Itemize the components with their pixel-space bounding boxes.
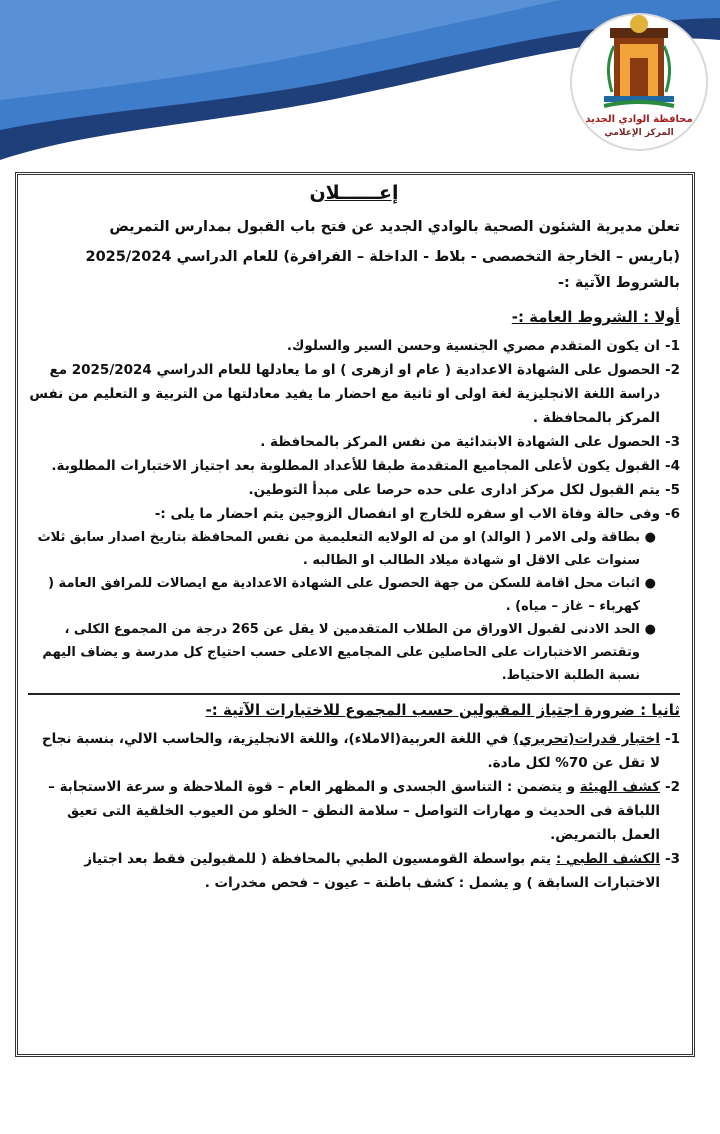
list-item: ● بطاقة ولى الامر ( الوالد) او من له الولايه التعليمية من نفس المحافظة بتاريخ اصدار سابق ثلاث سنوات على الاقل او شهادة ميلاد الطالب او الطالبه . — [28, 526, 680, 572]
logo-title: محافظة الوادي الجديد — [585, 114, 693, 125]
list-item: 4- القبول يكون لأعلى المجاميع المتقدمة طبقا للأعداد المطلوبة بعد اجتياز الاختبارات المطلوبة. — [51, 458, 680, 474]
logo-subtitle: المركز الإعلامي — [604, 128, 674, 138]
list-item: 3- الحصول على الشهادة الابتدائية من نفس المركز بالمحافظة . — [260, 434, 680, 450]
bullet-icon: ● — [644, 622, 656, 637]
governorate-gate-logo-icon — [574, 6, 704, 116]
bullet-icon: ● — [644, 530, 656, 545]
logo — [574, 6, 704, 146]
list-item: 1- ان يكون المتقدم مصري الجنسية وحسن السير والسلوك. — [286, 338, 680, 354]
announcement-body — [28, 178, 680, 895]
list-item: 5- يتم القبول لكل مركز ادارى على حده حرصا على مبدأ التوطين. — [248, 482, 680, 498]
list-item: 3- الكشف الطبي : يتم بواسطة القومسيون الطبي بالمحافظة ( للمقبولين فقط بعد اجتياز الاختبارات السابقة ) و يشمل : كشف باطنة – عيون – فحص مخدرات . — [84, 851, 680, 891]
section-general-title: أولا : الشروط العامة :- — [511, 308, 680, 326]
list-item: 2- الحصول على الشهادة الاعدادية ( عام او ازهرى ) او ما يعادلها للعام الدراسي 2025/2024 مع دراسة اللغة الانجليزية لغة اولى او ثانية مع احضار ما يفيد معادلتها من التربية و التعليم من نفس المركز بالمحافظة . — [29, 362, 680, 426]
bullet-icon: ● — [644, 576, 656, 591]
list-item: 2- كشف الهيئة و يتضمن : التناسق الجسدى و المظهر العام – قوة الملاحظة و سرعة الاستجابة – اللباقة فى الحديث و مهارات التواصل – سلامة النطق – الخلو من العيوب الخلقية التى تعيق العمل بالتمريض. — [48, 779, 680, 843]
required-documents-list — [28, 526, 680, 687]
announcement-title: إعــــــلان — [309, 182, 399, 204]
list-item: 6- وفى حالة وفاة الاب او سفره للخارج او انفصال الزوجين يتم احضار ما يلى :- — [154, 506, 680, 522]
conditions-lead: بالشروط الآتية :- — [557, 275, 680, 291]
intro-text: تعلن مديرية الشئون الصحية بالوادي الجديد عن فتح باب القبول بمدارس التمريض — [109, 219, 680, 235]
tests-list — [28, 727, 680, 895]
general-conditions-list — [28, 334, 680, 526]
list-item: ● الحد الادنى لقبول الاوراق من الطلاب المتقدمين لا يقل عن 265 درجة من المجموع الكلى ، وتقتصر الاختبارات على الحاصلين على المجاميع الاعلى حسب احتياج كل مدرسة و يضاف اليهم نسبة الطلبة الاحتياط. — [28, 618, 680, 687]
locations-text: (باريس – الخارجة التخصصى - بلاط - الداخلة – الفرافرة) للعام الدراسي 2025/2024 — [85, 249, 680, 265]
list-item: ● اثبات محل اقامة للسكن من جهة الحصول على الشهادة الاعدادية مع ايصالات للمرافق العامة ( كهرباء – غاز – مياه) . — [28, 572, 680, 618]
section-tests-title: ثانيا : ضرورة اجتياز المقبولين حسب المجموع للاختبارات الآتية :- — [28, 693, 680, 719]
list-item: 1- اختبار قدرات(تحريري) في اللغة العربية(الاملاء)، واللغة الانجليزية، والحاسب الالي، بنسبة نجاح لا تقل عن 70% لكل مادة. — [41, 731, 680, 771]
